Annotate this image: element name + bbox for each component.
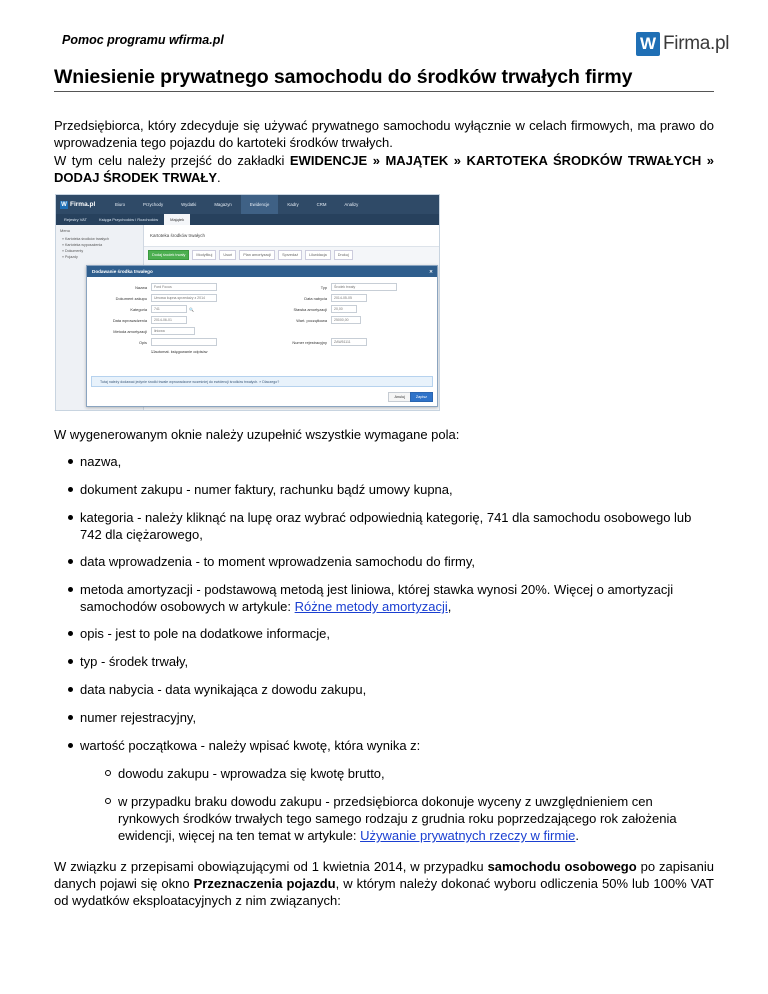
logo-text: Firma.pl: [663, 33, 730, 54]
field-label: Opis: [139, 339, 147, 345]
page-title: Wniesienie prywatnego samochodu do środków trwałych firmy: [54, 66, 633, 88]
final-a: W związku z przepisami obowiązującymi od 1 kwietnia 2014, w przypadku: [54, 859, 488, 874]
field-label: Data wprowadzenia: [112, 317, 147, 323]
auto-checkbox-row: [151, 349, 208, 354]
initial-value-input[interactable]: 25000,00: [331, 316, 361, 324]
field-label: Kategoria: [130, 306, 147, 312]
dialog-title: Dodawanie środka trwałego: [92, 269, 153, 274]
app-brand: [56, 201, 106, 209]
app-logo-mark: W: [61, 201, 67, 208]
dialog-title-bar: [87, 266, 437, 277]
list-item: dokument zakupu - numer faktury, rachunku bądź umowy kupna,: [80, 481, 700, 498]
field-label: Dokument zakupu: [115, 295, 147, 301]
final-c: po zapisaniu danych pojawi się okno: [54, 859, 714, 891]
field-numer: [267, 338, 367, 346]
nav-item-crm[interactable]: CRM: [316, 202, 327, 207]
field-metoda: [87, 327, 195, 335]
logo-mark: W: [636, 32, 660, 56]
final-e: , w którym należy dokonać wyboru odliczenia 50% lub 100% VAT od wydatków eksploatacyjnych z nim związanych:: [54, 876, 715, 908]
info-banner: Tutaj należy dodawać jedynie środki trwałe wprowadzone wcześniej do ewidencji środków trwałych. » Dlaczego?: [91, 376, 433, 387]
list-item: numer rejestracyjny,: [80, 709, 700, 726]
list-item: typ - środek trwały,: [80, 653, 700, 670]
path-bold: EWIDENCJE » MAJĄTEK » KARTOTEKA ŚRODKÓW TRWAŁYCH » DODAJ ŚRODEK TRWAŁY: [54, 153, 714, 185]
list-item: kategoria - należy kliknąć na lupę oraz wybrać odpowiednią kategorię, 741 dla samochodu osobowego lub 742 dla ciężarowego,: [80, 509, 700, 543]
entry-date-input[interactable]: 2014-06-01: [151, 316, 187, 324]
list-item: data nabycia - data wynikająca z dowodu zakupu,: [80, 681, 700, 698]
description-input[interactable]: [151, 338, 217, 346]
search-icon[interactable]: 🔍: [189, 306, 194, 312]
private-items-link[interactable]: Używanie prywatnych rzeczy w firmie: [360, 828, 576, 843]
sidebar-item-kartoteka-st[interactable]: » Kartoteka środków trwałych: [62, 237, 109, 241]
nav-item-przychody[interactable]: Przychody: [143, 202, 164, 207]
field-dokument: [87, 294, 217, 302]
path-prefix: W tym celu należy przejść do zakładki: [54, 153, 290, 168]
app-breadcrumb: Kartoteka środków trwałych: [144, 225, 439, 247]
title-divider: [54, 91, 714, 92]
nav-item-ewidencje[interactable]: Ewidencje: [241, 195, 279, 214]
list-item: opis - jest to pole na dodatkowe informacje,: [80, 625, 700, 642]
type-select[interactable]: Środek trwały: [331, 283, 397, 291]
field-stawka: [267, 305, 357, 313]
delete-button[interactable]: Usuń: [219, 250, 236, 260]
field-kategoria: [87, 305, 194, 313]
field-wartosc: [267, 316, 361, 324]
save-button[interactable]: Zapisz: [410, 392, 433, 402]
list-item: nazwa,: [80, 453, 700, 470]
sub-list-item-text: w przypadku braku dowodu zakupu - przedsiębiorca dokonuje wyceny z uwzględnieniem cen rynkowych środków trwałych tego samego rodzaju z grudnia roku poprzedzającego rok założenia ewidencji, więcej na ten temat w artykule:: [118, 794, 677, 843]
app-screenshot: [55, 194, 440, 411]
nav-item-analizy[interactable]: Analizy: [344, 202, 359, 207]
field-label: Wart. początkowa: [296, 317, 327, 323]
field-label: Data nabycia: [304, 295, 327, 301]
sub-list-item-suffix: .: [575, 828, 579, 843]
field-label: Stawka amortyzacji: [293, 306, 327, 312]
app-subtabs: [56, 214, 439, 225]
list-item: data wprowadzenia - to moment wprowadzenia samochodu do firmy,: [80, 553, 700, 570]
amortization-plan-button[interactable]: Plan amortyzacji: [239, 250, 275, 260]
rate-input[interactable]: 20,00: [331, 305, 357, 313]
sidebar-item-dokumenty[interactable]: » Dokumenty: [62, 249, 84, 253]
list-item: [80, 581, 700, 615]
nav-item-wydatki[interactable]: Wydatki: [181, 202, 197, 207]
field-label: Metoda amortyzacji: [113, 328, 147, 334]
field-data-nabycia: [267, 294, 367, 302]
sale-button[interactable]: Sprzedaż: [278, 250, 302, 260]
subtab-rejestry-vat[interactable]: Rejestry VAT: [64, 217, 87, 222]
close-icon[interactable]: ✕: [429, 268, 433, 274]
app-brand-text: Firma.pl: [70, 201, 96, 208]
registration-input[interactable]: ZAW51111: [331, 338, 367, 346]
final-b: samochodu osobowego: [487, 859, 637, 874]
nav-item-kadry[interactable]: Kadry: [287, 202, 299, 207]
wfirma-logo: [636, 31, 729, 57]
path-paragraph: [54, 152, 714, 186]
print-button[interactable]: Drukuj: [334, 250, 353, 260]
intro-paragraph: Przedsiębiorca, który zdecyduje się używać prywatnego samochodu wyłącznie w celach firmowych, ma prawo do wprowadzenia tego pojazdu do kartoteki środków trwałych.: [54, 118, 714, 150]
field-label: Typ: [320, 284, 327, 290]
app-nav: [56, 195, 439, 214]
final-d: Przeznaczenia pojazdu: [193, 876, 336, 891]
list-item-suffix: ,: [447, 599, 452, 614]
add-asset-button[interactable]: Dodaj środek trwały: [148, 250, 189, 260]
sub-list-item: [118, 793, 678, 844]
document-input[interactable]: Umowa kupna-sprzedaży z 2014: [151, 294, 217, 302]
field-typ: [267, 283, 397, 291]
auto-checkbox-label: automat. księgowanie odpisów: [154, 349, 208, 354]
sidebar-menu-label: Menu: [60, 228, 71, 233]
sub-list-item: dowodu zakupu - wprowadza się kwotę brutto,: [118, 765, 678, 782]
subtab-kpir[interactable]: Księga Przychodów i Rozchodów: [98, 217, 159, 222]
modify-button[interactable]: Modyfikuj: [192, 250, 216, 260]
field-nazwa: [87, 283, 217, 291]
field-label: Numer rejestracyjny: [292, 339, 327, 345]
category-input[interactable]: 741: [151, 305, 187, 313]
help-header: Pomoc programu wfirma.pl: [62, 33, 224, 47]
app-toolbar: [144, 247, 439, 263]
nav-item-biuro[interactable]: Biuro: [115, 202, 126, 207]
method-select[interactable]: liniowa: [151, 327, 195, 335]
sidebar-item-wyposazenie[interactable]: » Kartoteka wyposażenia: [62, 243, 103, 247]
list-item: wartość początkowa - należy wpisać kwotę, która wynika z:: [80, 737, 700, 754]
path-suffix: .: [217, 170, 221, 185]
cancel-button[interactable]: Anuluj: [388, 392, 411, 402]
list-item-text: metoda amortyzacji - podstawową metodą jest liniowa, której stawka wynosi 20%. Więcej o amortyzacji samochodów osobowych w artykule:: [80, 582, 674, 614]
name-input[interactable]: Ford Focus: [151, 283, 217, 291]
list-intro: W wygenerowanym oknie należy uzupełnić wszystkie wymagane pola:: [54, 427, 460, 442]
liquidation-button[interactable]: Likwidacja: [305, 250, 331, 260]
final-paragraph: [54, 858, 714, 909]
amortization-methods-link[interactable]: Różne metody amortyzacji: [294, 599, 448, 614]
nav-item-magazyn[interactable]: Magazyn: [214, 202, 232, 207]
subtab-majatek[interactable]: Majątek: [164, 214, 190, 225]
field-opis: [87, 338, 217, 346]
purchase-date-input[interactable]: 2014-05-05: [331, 294, 367, 302]
field-data-wprowadzenia: [87, 316, 187, 324]
add-asset-dialog: [86, 265, 438, 407]
checkbox-icon[interactable]: ☑: [151, 349, 155, 354]
sidebar-item-pojazdy[interactable]: » Pojazdy: [62, 255, 78, 259]
field-label: Nazwa: [135, 284, 147, 290]
